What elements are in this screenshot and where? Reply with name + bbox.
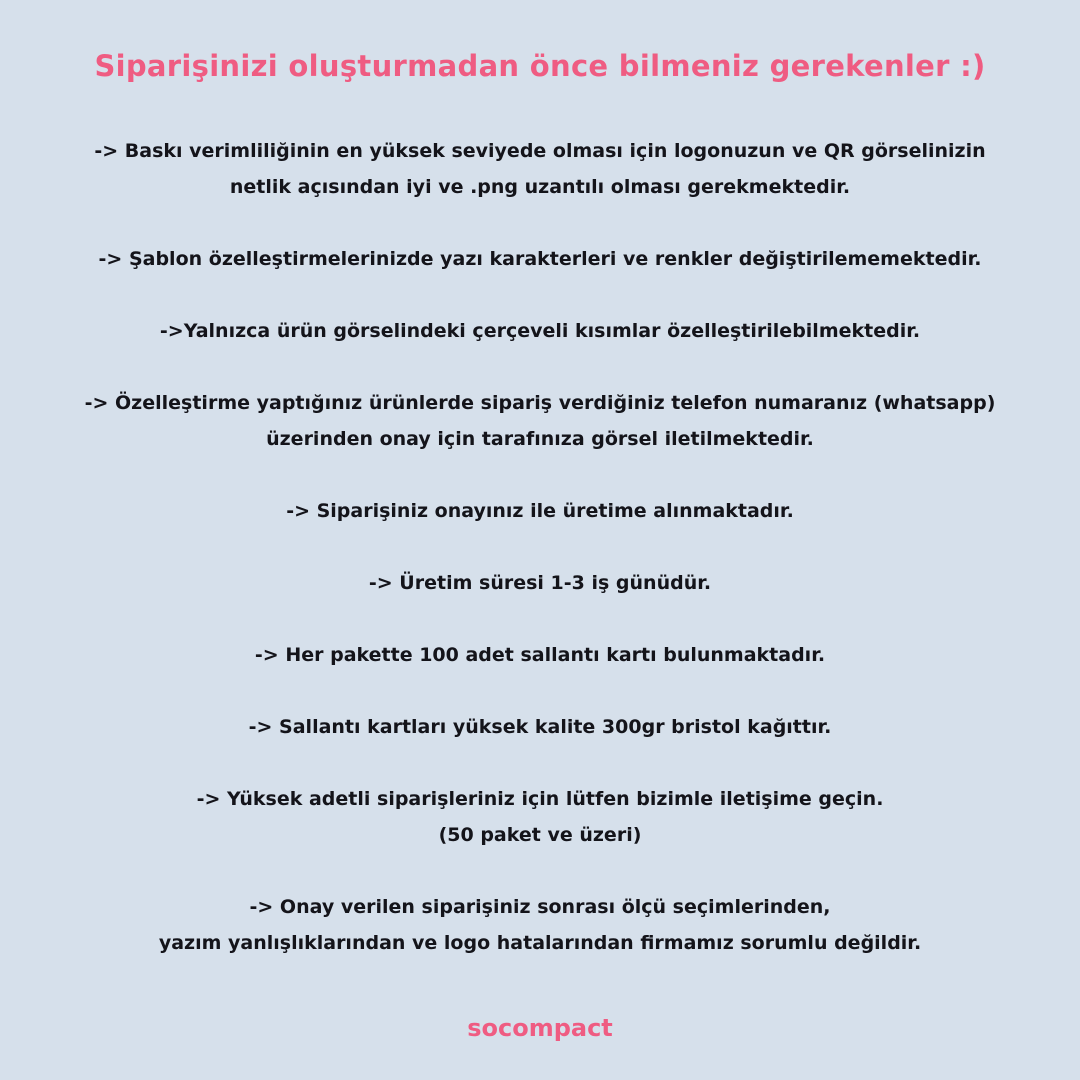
note-print-quality bbox=[0, 133, 1080, 205]
note-paper-quality bbox=[0, 709, 1080, 745]
note-customizable-areas bbox=[0, 313, 1080, 349]
note-line: -> Şablon özelleştirmelerinizde yazı karakterleri ve renkler değiştirilememektedir. bbox=[98, 248, 982, 270]
note-line: -> Siparişiniz onayınız ile üretime alınmaktadır. bbox=[286, 500, 794, 522]
note-template-restrictions bbox=[0, 241, 1080, 277]
page-title: Siparişinizi oluşturmadan önce bilmeniz gerekenler :) bbox=[94, 49, 986, 83]
note-production-start bbox=[0, 493, 1080, 529]
note-bulk-orders bbox=[0, 781, 1080, 853]
note-line: netlik açısından iyi ve .png uzantılı olması gerekmektedir. bbox=[229, 176, 851, 198]
note-line: yazım yanlışlıklarından ve logo hatalarından firmamız sorumlu değildir. bbox=[158, 932, 922, 954]
note-line: -> Her pakette 100 adet sallantı kartı bulunmaktadır. bbox=[254, 644, 826, 666]
note-production-time bbox=[0, 565, 1080, 601]
note-line: -> Özelleştirme yaptığınız ürünlerde sipariş verdiğiniz telefon numaranız (whatsapp) bbox=[84, 392, 996, 414]
note-line: -> Sallantı kartları yüksek kalite 300gr bristol kağıttır. bbox=[248, 716, 832, 738]
brand-name: socompact bbox=[467, 1014, 613, 1042]
note-line: üzerinden onay için tarafınıza görsel iletilmektedir. bbox=[266, 428, 814, 450]
note-approval-whatsapp bbox=[0, 385, 1080, 457]
note-line: -> Üretim süresi 1-3 iş günüdür. bbox=[368, 572, 712, 594]
note-package-contents bbox=[0, 637, 1080, 673]
note-line: (50 paket ve üzeri) bbox=[438, 824, 642, 846]
note-liability bbox=[0, 889, 1080, 961]
note-line: -> Onay verilen siparişiniz sonrası ölçü seçimlerinden, bbox=[249, 896, 831, 918]
note-line: -> Baskı verimliliğinin en yüksek seviyede olması için logonuzun ve QR görselinizin bbox=[94, 140, 986, 162]
note-line: -> Yüksek adetli siparişleriniz için lütfen bizimle iletişime geçin. bbox=[196, 788, 884, 810]
note-line: ->Yalnızca ürün görselindeki çerçeveli kısımlar özelleştirilebilmektedir. bbox=[159, 320, 921, 342]
